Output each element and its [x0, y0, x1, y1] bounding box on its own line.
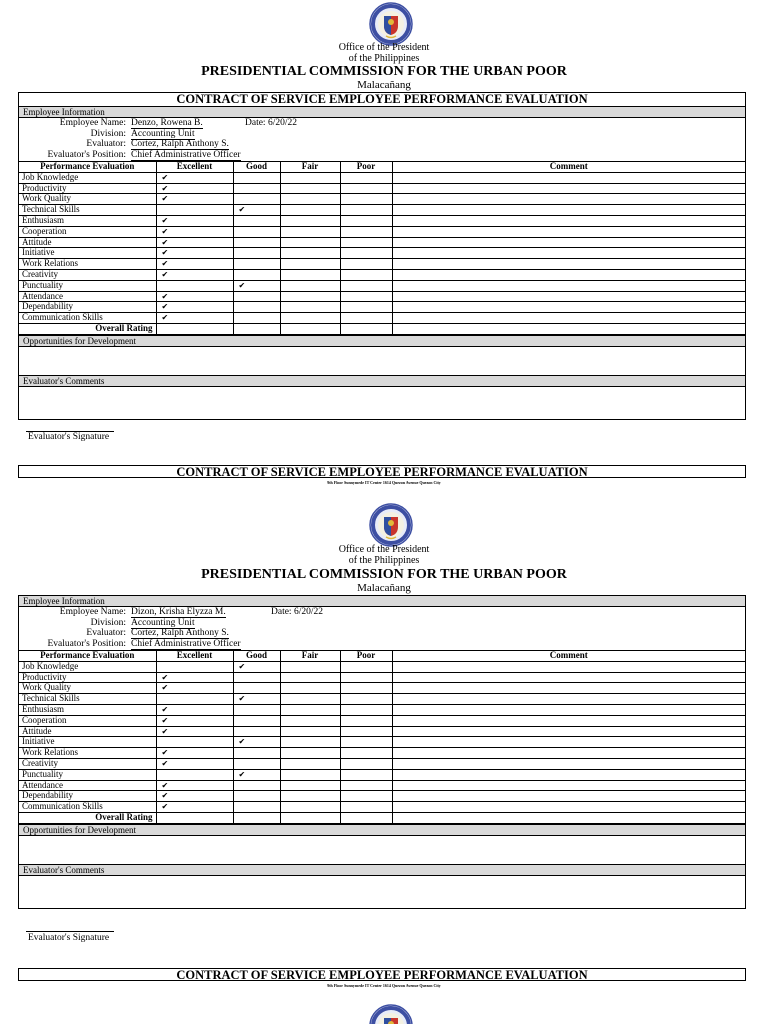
rating-cell-excellent[interactable]: ✔ — [156, 748, 233, 759]
rating-cell-fair[interactable] — [280, 715, 340, 726]
rating-cell-excellent[interactable]: ✔ — [156, 248, 233, 259]
employee-name-value: Denzo, Rowena B. — [131, 118, 203, 128]
rating-cell-good[interactable]: ✔ — [233, 737, 280, 748]
rating-cell-poor[interactable] — [340, 269, 392, 280]
column-header: Comment — [392, 651, 745, 661]
comment-cell[interactable] — [392, 802, 745, 813]
rating-cell-good[interactable] — [233, 726, 280, 737]
criterion-label: Enthusiasm — [19, 704, 156, 715]
comment-cell[interactable] — [392, 769, 745, 780]
rating-cell-fair[interactable] — [280, 694, 340, 705]
evaluator-value: Cortez, Ralph Anthony S. — [131, 139, 229, 149]
rating-cell-poor[interactable] — [340, 791, 392, 802]
rating-cell-good[interactable] — [233, 259, 280, 270]
rating-cell-good[interactable] — [233, 237, 280, 248]
table-row — [19, 737, 745, 748]
rating-cell-good[interactable] — [233, 194, 280, 205]
table-row — [19, 194, 745, 205]
comment-cell[interactable] — [392, 248, 745, 259]
rating-cell-fair[interactable] — [280, 280, 340, 291]
rating-cell-good[interactable]: ✔ — [233, 205, 280, 216]
criterion-label: Work Relations — [19, 748, 156, 759]
table-row — [19, 780, 745, 791]
date-value: Date: 6/20/22 — [245, 118, 297, 128]
employee-name-label: Employee Name: — [59, 607, 126, 617]
rating-cell-good[interactable] — [233, 248, 280, 259]
presidential-seal-logo — [369, 2, 413, 46]
rating-cell-excellent[interactable] — [156, 737, 233, 748]
rating-cell-excellent[interactable]: ✔ — [156, 215, 233, 226]
table-row — [19, 715, 745, 726]
division-label: Division: — [90, 617, 126, 628]
criterion-label: Attitude — [19, 237, 156, 248]
column-header: Good — [233, 162, 280, 172]
comment-cell[interactable] — [392, 726, 745, 737]
criterion-label: Cooperation — [19, 715, 156, 726]
comment-cell[interactable] — [392, 205, 745, 216]
table-row — [19, 237, 745, 248]
rating-cell-poor[interactable] — [340, 661, 392, 672]
evaluator-signature-label: Evaluator's Signature — [28, 933, 110, 943]
employee-name-value: Dizon, Krisha Elyzza M. — [131, 607, 226, 617]
table-row — [19, 172, 745, 183]
rating-cell-good[interactable] — [233, 683, 280, 694]
overall-rating-cell[interactable] — [340, 323, 392, 334]
rating-cell-good[interactable] — [233, 780, 280, 791]
employee-information-header: Employee Information — [19, 596, 745, 607]
division-label: Division: — [90, 128, 126, 139]
division-value: Accounting Unit — [131, 617, 195, 628]
overall-rating-cell[interactable] — [392, 812, 745, 823]
location: Malacañang — [357, 79, 411, 91]
criterion-label: Work Quality — [19, 683, 156, 694]
column-header: Performance Evaluation — [19, 162, 156, 172]
rating-cell-good[interactable] — [233, 269, 280, 280]
presidential-seal-logo — [369, 503, 413, 547]
table-row — [19, 259, 745, 270]
employee-info-block — [19, 607, 745, 651]
rating-cell-excellent[interactable]: ✔ — [156, 704, 233, 715]
criterion-label: Initiative — [19, 248, 156, 259]
rating-cell-poor[interactable] — [340, 302, 392, 313]
rating-cell-poor[interactable] — [340, 758, 392, 769]
office-line-1: Office of the President — [338, 42, 430, 53]
rating-cell-fair[interactable] — [280, 683, 340, 694]
evaluator-comments-header: Evaluator's Comments — [19, 865, 745, 876]
rating-cell-fair[interactable] — [280, 291, 340, 302]
comment-cell[interactable] — [392, 237, 745, 248]
rating-cell-poor[interactable] — [340, 769, 392, 780]
opportunities-header: Opportunities for Development — [19, 824, 745, 836]
rating-cell-poor[interactable] — [340, 205, 392, 216]
rating-cell-fair[interactable] — [280, 313, 340, 324]
rating-cell-excellent[interactable]: ✔ — [156, 226, 233, 237]
criterion-label: Technical Skills — [19, 205, 156, 216]
evaluator-position-label: Evaluator's Position: — [47, 638, 126, 649]
rating-cell-fair[interactable] — [280, 704, 340, 715]
comment-cell[interactable] — [392, 715, 745, 726]
rating-cell-good[interactable] — [233, 704, 280, 715]
table-row — [19, 704, 745, 715]
rating-cell-excellent[interactable]: ✔ — [156, 758, 233, 769]
table-row — [19, 215, 745, 226]
rating-cell-good[interactable] — [233, 672, 280, 683]
rating-cell-excellent[interactable]: ✔ — [156, 780, 233, 791]
table-row — [19, 694, 745, 705]
table-row — [19, 269, 745, 280]
comment-cell[interactable] — [392, 183, 745, 194]
footer-title: CONTRACT OF SERVICE EMPLOYEE PERFORMANCE EVALUATION — [18, 968, 746, 981]
column-header: Fair — [280, 162, 340, 172]
comment-cell[interactable] — [392, 226, 745, 237]
criterion-label: Productivity — [19, 672, 156, 683]
office-line-2: of the Philippines — [348, 555, 420, 566]
rating-cell-fair[interactable] — [280, 237, 340, 248]
comment-cell[interactable] — [392, 291, 745, 302]
overall-rating-row — [19, 812, 745, 823]
opportunities-field[interactable] — [19, 347, 745, 376]
rating-cell-fair[interactable] — [280, 791, 340, 802]
table-row — [19, 769, 745, 780]
rating-cell-excellent[interactable] — [156, 280, 233, 291]
rating-cell-good[interactable] — [233, 748, 280, 759]
comment-cell[interactable] — [392, 780, 745, 791]
rating-cell-poor[interactable] — [340, 248, 392, 259]
criterion-label: Attendance — [19, 780, 156, 791]
rating-cell-poor[interactable] — [340, 715, 392, 726]
rating-cell-excellent[interactable]: ✔ — [156, 791, 233, 802]
overall-rating-cell[interactable] — [340, 812, 392, 823]
rating-cell-good[interactable]: ✔ — [233, 769, 280, 780]
rating-cell-poor[interactable] — [340, 704, 392, 715]
rating-cell-excellent[interactable]: ✔ — [156, 313, 233, 324]
rating-cell-fair[interactable] — [280, 248, 340, 259]
overall-rating-cell[interactable] — [392, 323, 745, 334]
rating-cell-good[interactable] — [233, 226, 280, 237]
rating-cell-excellent[interactable] — [156, 205, 233, 216]
column-header: Excellent — [156, 651, 233, 661]
criterion-label: Job Knowledge — [19, 661, 156, 672]
comment-cell[interactable] — [392, 259, 745, 270]
criterion-label: Punctuality — [19, 280, 156, 291]
rating-cell-fair[interactable] — [280, 183, 340, 194]
commission-title: PRESIDENTIAL COMMISSION FOR THE URBAN POOR — [201, 64, 567, 79]
table-row — [19, 748, 745, 759]
footer-title: CONTRACT OF SERVICE EMPLOYEE PERFORMANCE EVALUATION — [18, 465, 746, 478]
comment-cell[interactable] — [392, 683, 745, 694]
rating-cell-excellent[interactable]: ✔ — [156, 183, 233, 194]
employee-name-label: Employee Name: — [59, 118, 126, 128]
rating-cell-excellent[interactable]: ✔ — [156, 237, 233, 248]
criterion-label: Creativity — [19, 269, 156, 280]
comment-cell[interactable] — [392, 280, 745, 291]
table-row — [19, 302, 745, 313]
rating-cell-fair[interactable] — [280, 758, 340, 769]
footer-address: 9th Floor Sunnymede IT Center 1614 Quezon Avenue Quezon City — [327, 480, 441, 485]
rating-cell-good[interactable] — [233, 291, 280, 302]
rating-cell-good[interactable] — [233, 183, 280, 194]
comment-cell[interactable] — [392, 748, 745, 759]
evaluator-comments-field[interactable] — [19, 387, 745, 419]
division-value: Accounting Unit — [131, 128, 195, 139]
table-row — [19, 726, 745, 737]
comment-cell[interactable] — [392, 661, 745, 672]
criterion-label: Initiative — [19, 737, 156, 748]
rating-cell-fair[interactable] — [280, 226, 340, 237]
rating-cell-fair[interactable] — [280, 769, 340, 780]
comment-cell[interactable] — [392, 704, 745, 715]
evaluator-comments-header: Evaluator's Comments — [19, 376, 745, 387]
column-header: Poor — [340, 162, 392, 172]
evaluator-value: Cortez, Ralph Anthony S. — [131, 628, 229, 638]
rating-cell-poor[interactable] — [340, 215, 392, 226]
rating-cell-fair[interactable] — [280, 780, 340, 791]
rating-cell-excellent[interactable] — [156, 694, 233, 705]
rating-cell-poor[interactable] — [340, 237, 392, 248]
rating-cell-fair[interactable] — [280, 672, 340, 683]
evaluator-signature-label: Evaluator's Signature — [28, 432, 110, 442]
overall-rating-cell[interactable] — [156, 323, 233, 334]
rating-cell-poor[interactable] — [340, 780, 392, 791]
rating-cell-good[interactable] — [233, 313, 280, 324]
criterion-label: Enthusiasm — [19, 215, 156, 226]
comment-cell[interactable] — [392, 302, 745, 313]
criterion-label: Attendance — [19, 291, 156, 302]
comment-cell[interactable] — [392, 215, 745, 226]
performance-table — [19, 162, 745, 335]
date-value: Date: 6/20/22 — [271, 607, 323, 617]
rating-cell-poor[interactable] — [340, 737, 392, 748]
overall-rating-cell[interactable] — [280, 812, 340, 823]
rating-cell-good[interactable] — [233, 758, 280, 769]
criterion-label: Dependability — [19, 302, 156, 313]
comment-cell[interactable] — [392, 194, 745, 205]
signature-line — [26, 931, 114, 932]
rating-cell-excellent[interactable]: ✔ — [156, 194, 233, 205]
rating-cell-excellent[interactable]: ✔ — [156, 291, 233, 302]
rating-cell-fair[interactable] — [280, 259, 340, 270]
comment-cell[interactable] — [392, 172, 745, 183]
comment-cell[interactable] — [392, 791, 745, 802]
table-row — [19, 791, 745, 802]
column-header: Excellent — [156, 162, 233, 172]
evaluation-form-2 — [18, 595, 746, 909]
evaluator-position-value: Chief Administrative Officer — [131, 638, 241, 649]
table-row — [19, 291, 745, 302]
rating-cell-good[interactable] — [233, 791, 280, 802]
rating-cell-excellent[interactable]: ✔ — [156, 715, 233, 726]
table-row — [19, 758, 745, 769]
overall-rating-cell[interactable] — [156, 812, 233, 823]
criterion-label: Work Relations — [19, 259, 156, 270]
comment-cell[interactable] — [392, 758, 745, 769]
evaluator-position-value: Chief Administrative Officer — [131, 149, 241, 160]
criterion-label: Communication Skills — [19, 313, 156, 324]
rating-cell-fair[interactable] — [280, 661, 340, 672]
rating-cell-poor[interactable] — [340, 726, 392, 737]
rating-cell-poor[interactable] — [340, 672, 392, 683]
rating-cell-poor[interactable] — [340, 313, 392, 324]
evaluator-label: Evaluator: — [86, 628, 126, 638]
evaluator-comments-field[interactable] — [19, 876, 745, 908]
rating-cell-poor[interactable] — [340, 259, 392, 270]
criteria-rows — [19, 172, 745, 334]
opportunities-field[interactable] — [19, 836, 745, 865]
column-header: Good — [233, 651, 280, 661]
rating-cell-good[interactable]: ✔ — [233, 280, 280, 291]
employee-info-block — [19, 118, 745, 162]
criterion-label: Technical Skills — [19, 694, 156, 705]
rating-cell-good[interactable] — [233, 172, 280, 183]
rating-cell-excellent[interactable] — [156, 661, 233, 672]
criterion-label: Attitude — [19, 726, 156, 737]
rating-cell-fair[interactable] — [280, 737, 340, 748]
column-header: Comment — [392, 162, 745, 172]
performance-table — [19, 651, 745, 824]
overall-rating-row — [19, 323, 745, 334]
rating-cell-good[interactable] — [233, 802, 280, 813]
comment-cell[interactable] — [392, 737, 745, 748]
rating-cell-good[interactable] — [233, 302, 280, 313]
overall-rating-cell[interactable] — [280, 323, 340, 334]
table-row — [19, 672, 745, 683]
rating-cell-excellent[interactable]: ✔ — [156, 683, 233, 694]
criterion-label: Cooperation — [19, 226, 156, 237]
rating-cell-poor[interactable] — [340, 683, 392, 694]
criterion-label: Creativity — [19, 758, 156, 769]
overall-rating-label: Overall Rating — [19, 812, 156, 823]
criteria-rows — [19, 661, 745, 823]
rating-cell-poor[interactable] — [340, 194, 392, 205]
rating-cell-excellent[interactable]: ✔ — [156, 172, 233, 183]
office-line-1: Office of the President — [338, 544, 430, 555]
comment-cell[interactable] — [392, 672, 745, 683]
rating-cell-fair[interactable] — [280, 194, 340, 205]
rating-cell-poor[interactable] — [340, 802, 392, 813]
rating-cell-excellent[interactable]: ✔ — [156, 802, 233, 813]
rating-cell-poor[interactable] — [340, 183, 392, 194]
rating-cell-excellent[interactable]: ✔ — [156, 672, 233, 683]
rating-cell-fair[interactable] — [280, 748, 340, 759]
table-row — [19, 226, 745, 237]
commission-title: PRESIDENTIAL COMMISSION FOR THE URBAN POOR — [201, 567, 567, 582]
rating-cell-poor[interactable] — [340, 694, 392, 705]
comment-cell[interactable] — [392, 694, 745, 705]
table-row — [19, 313, 745, 324]
rating-cell-excellent[interactable]: ✔ — [156, 259, 233, 270]
evaluator-label: Evaluator: — [86, 139, 126, 149]
table-row — [19, 205, 745, 216]
footer-address: 9th Floor Sunnymede IT Center 1614 Quezon Avenue Quezon City — [327, 983, 441, 988]
form-title: CONTRACT OF SERVICE EMPLOYEE PERFORMANCE EVALUATION — [19, 93, 745, 107]
comment-cell[interactable] — [392, 269, 745, 280]
table-row — [19, 248, 745, 259]
criterion-label: Productivity — [19, 183, 156, 194]
employee-information-header: Employee Information — [19, 107, 745, 118]
criterion-label: Dependability — [19, 791, 156, 802]
rating-cell-fair[interactable] — [280, 172, 340, 183]
opportunities-header: Opportunities for Development — [19, 335, 745, 347]
rating-cell-excellent[interactable] — [156, 769, 233, 780]
rating-cell-good[interactable]: ✔ — [233, 694, 280, 705]
rating-cell-good[interactable] — [233, 215, 280, 226]
evaluation-form-1 — [18, 92, 746, 420]
rating-cell-poor[interactable] — [340, 172, 392, 183]
overall-rating-cell[interactable] — [233, 812, 280, 823]
table-row — [19, 280, 745, 291]
evaluator-position-label: Evaluator's Position: — [47, 149, 126, 160]
column-header: Poor — [340, 651, 392, 661]
presidential-seal-logo — [369, 1004, 413, 1024]
rating-cell-fair[interactable] — [280, 726, 340, 737]
table-row — [19, 683, 745, 694]
rating-cell-poor[interactable] — [340, 280, 392, 291]
column-header: Performance Evaluation — [19, 651, 156, 661]
rating-cell-excellent[interactable]: ✔ — [156, 302, 233, 313]
office-line-2: of the Philippines — [348, 53, 420, 64]
criterion-label: Work Quality — [19, 194, 156, 205]
criterion-label: Punctuality — [19, 769, 156, 780]
rating-cell-fair[interactable] — [280, 215, 340, 226]
overall-rating-cell[interactable] — [233, 323, 280, 334]
comment-cell[interactable] — [392, 313, 745, 324]
criterion-label: Communication Skills — [19, 802, 156, 813]
location: Malacañang — [357, 582, 411, 594]
column-header: Fair — [280, 651, 340, 661]
rating-cell-excellent[interactable]: ✔ — [156, 269, 233, 280]
rating-cell-fair[interactable] — [280, 205, 340, 216]
rating-cell-good[interactable]: ✔ — [233, 661, 280, 672]
table-row — [19, 661, 745, 672]
overall-rating-label: Overall Rating — [19, 323, 156, 334]
rating-cell-poor[interactable] — [340, 748, 392, 759]
rating-cell-excellent[interactable]: ✔ — [156, 726, 233, 737]
rating-cell-fair[interactable] — [280, 269, 340, 280]
criterion-label: Job Knowledge — [19, 172, 156, 183]
rating-cell-fair[interactable] — [280, 802, 340, 813]
rating-cell-good[interactable] — [233, 715, 280, 726]
table-row — [19, 183, 745, 194]
rating-cell-poor[interactable] — [340, 226, 392, 237]
table-row — [19, 802, 745, 813]
rating-cell-poor[interactable] — [340, 291, 392, 302]
rating-cell-fair[interactable] — [280, 302, 340, 313]
